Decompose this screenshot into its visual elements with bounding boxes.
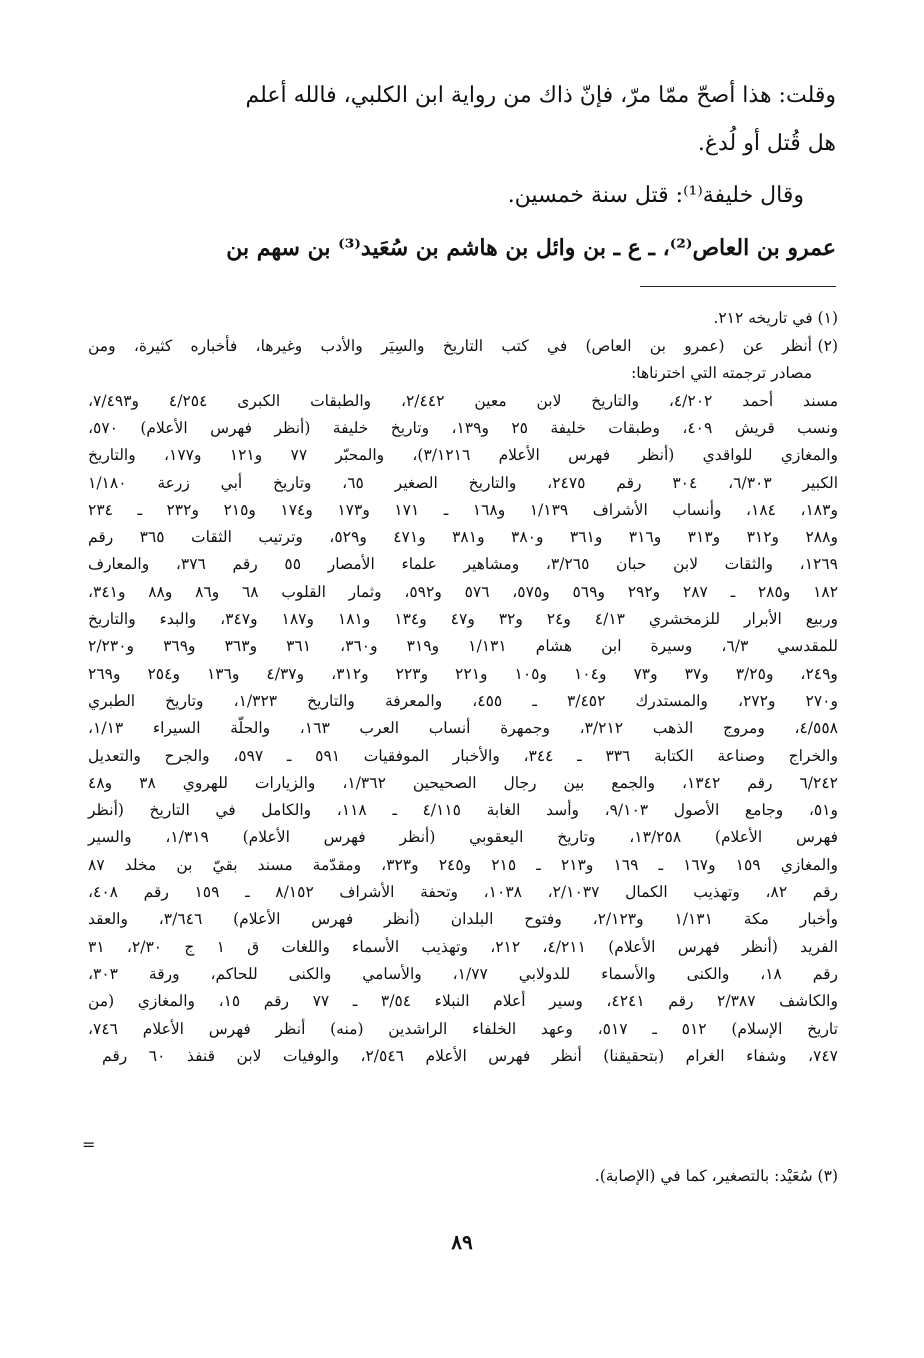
continuation-mark: = [82,1135,96,1154]
footnote-2-line: للمقدسي ٦/٣، وسيرة ابن هشام ١/١٣١ و٣١٩ و٣٦٠، ٣٦١ و٣٦٣ و٣٦٩ و٢/٢٣٠ [88,637,838,656]
footnote-2-line: مسند أحمد ٤/٢٠٢، والتاريخ لابن معين ٢/٤٤٢، والطبقات الكبرى ٤/٢٥٤ و٧/٤٩٣، [88,391,838,410]
footnote-2-line: الفريد (أنظر فهرس الأعلام) ٤/٢١١، ٢١٢، وتهذيب الأسماء واللغات ق ١ ج ٢/٣٠، ٣١ [88,937,838,956]
footnote-2-line: الكبير ٦/٣٠٣، ٣٠٤ رقم ٢٤٧٥، والتاريخ الصغير ٦٥، وتاريخ أبي زرعة ١/١٨٠ [88,473,838,492]
footnote-2-line: ٧٤٧، وشفاء الغرام (بتحقيقنا) أنظر فهرس الأعلام ٢/٥٤٦، والوفيات لابن قنفذ ٦٠ رقم [102,1046,838,1065]
footnote-2-line: أنظر عن (عمرو بن العاص) في كتب التاريخ والسِيَر والأدب وغيرها، فأخباره كثيرة، ومن [88,337,812,355]
footnote-2-line: مصادر ترجمته التي اخترناها: [631,364,812,383]
footnote-2-line: ٦/٢٤٢ رقم ١٣٤٢، والجمع بين رجال الصحيحين ١/٣٦٢، والزيارات للهروي ٣٨ و٤٨ [88,773,838,792]
footnote-2-line: والمغازي للواقدي (أنظر فهرس الأعلام ٣/١٢١٦)، والمحبّر ٧٧ و١٢١ و١٧٧، والتاريخ [88,446,838,465]
main-text-line-2: هل قُتل أو لُدغ. [697,131,836,156]
footnote-2-line: والخراج وصناعة الكتابة ٣٣٦ ـ ٣٤٤، والأخبار الموفقيات ٥٩١ ـ ٥٩٧، والجرح والتعديل [88,746,838,765]
footnote-2-line: رقم ٨٢، وتهذيب الكمال ٢/١٠٣٧، ١٠٣٨، وتحفة الأشراف ٨/١٥٢ ـ ١٥٩ رقم ٤٠٨، [88,883,838,901]
footnote-2-line: و٢٤٩، و٣/٢٥ و٣٧ و٧٣ و١٠٤ و١٠٥ و٢٢١ و٢٢٣ و٣١٢، و٤/٣٧ و١٣٦ و٢٥٤ و٢٦٩ [88,664,838,683]
footnote-separator [640,286,836,287]
footnote-1: (١) في تاريخه ٢١٢. [713,309,838,327]
footnote-2-line: وربيع الأبرار للزمخشري ٤/١٣ و٢٤ و٣٢ و٤٧ و١٣٤ و١٨١ و١٨٧ و٣٤٧، والبدء والتاريخ [88,610,838,628]
biography-heading: عمرو بن العاص⁽²⁾، ـ ع ـ بن وائل بن هاشم بن سُعَيد⁽³⁾ بن سهم بن [226,235,836,261]
footnote-2-number: (٢) [817,337,838,355]
footnote-2-line: وأخبار مكة ١/١٣١ و٢/١٢٣، وفتوح البلدان (أنظر فهرس الأعلام) ٣/٦٤٦، والعقد [88,910,838,929]
footnote-2-line: ١٢٦٩، والثقات لابن حبان ٣/٢٦٥، ومشاهير علماء الأمصار ٥٥ رقم ٣٧٦، والمعارف [88,555,838,574]
footnote-2-line: فهرس الأعلام) ١٣/٢٥٨، وتاريخ اليعقوبي (أنظر فهرس الأعلام) ١/٣١٩، والسير [88,828,838,847]
page-number: ٨٩ [451,1230,473,1254]
footnote-2-line: ٤/٥٥٨، ومروج الذهب ٣/٢١٢، وجمهرة أنساب العرب ١٦٣، والحلّة السيراء ١/١٣، [88,719,838,738]
footnote-2-line: ونسب قريش ٤٠٩، وطبقات خليفة ٢٥ و١٣٩، وتاريخ خليفة (أنظر فهرس الأعلام) ٥٧٠، [88,418,838,437]
footnote-2-line: تاريخ الإسلام) ٥١٢ ـ ٥١٧، وعهد الخلفاء الراشدين (منه) أنظر فهرس الأعلام ٧٤٦، [88,1019,838,1038]
footnote-2-line: والكاشف ٢/٣٨٧ رقم ٤٢٤١، وسير أعلام النبلاء ٣/٥٤ ـ ٧٧ رقم ١٥، والمغازي (من [88,992,838,1011]
footnote-3: (٣) سُعَيْد: بالتصغير، كما في (الإصابة). [594,1167,838,1185]
footnote-2-line: و١٨٣، ١٨٤، وأنساب الأشراف ١/١٣٩ و١٦٨ ـ ١٧١ و١٧٣ و١٧٤ و٢١٥ و٢٣٢ ـ ٢٣٤ [88,500,838,519]
footnote-2-line: و٢٨٨ و٣١٢ و٣١٣ و٣١٦ و٣٦١ و٣٨٠ و٣٨١ و٤٧١ و٥٢٩، وترتيب الثقات ٣٦٥ رقم [88,528,838,547]
footnote-2-line: رقم ١٨، والكنى والأسماء للدولابي ١/٧٧، والأسامي والكنى للحاكم، ورقة ٣٠٣، [88,964,838,983]
footnote-2-line: والمغازي ١٥٩ و١٦٧ ـ ١٦٩ و٢١٣ ـ ٢١٥ و٢٤٥ و٣٢٣، ومقدّمة مسند بقيّ بن مخلد ٨٧ [88,855,838,874]
footnote-2-line: و٥١، وجامع الأصول ٩/١٠٣، وأسد الغابة ٤/١١٥ ـ ١١٨، والكامل في التاريخ (أنظر [88,801,839,820]
footnote-2-line: ١٨٢ و٢٨٥ ـ ٢٨٧ و٢٩٢ و٥٦٩ و٥٧٥، ٥٧٦ و٥٩٢، وثمار القلوب ٦٨ و٨٦ و٨٨ و٣٤١، [88,582,839,601]
main-text-line-3: وقال خليفة⁽¹⁾: قتل سنة خمسين. [507,183,804,208]
main-text-line-1: وقلت: هذا أصحّ ممّا مرّ، فإنّ ذاك من رواية ابن الكلبي، فالله أعلم [245,83,836,108]
footnote-2-line: و٢٧٠ و٢٧٢، والمستدرك ٣/٤٥٢ ـ ٤٥٥، والمعرفة والتاريخ ١/٣٢٣، وتاريخ الطبري [88,691,839,710]
